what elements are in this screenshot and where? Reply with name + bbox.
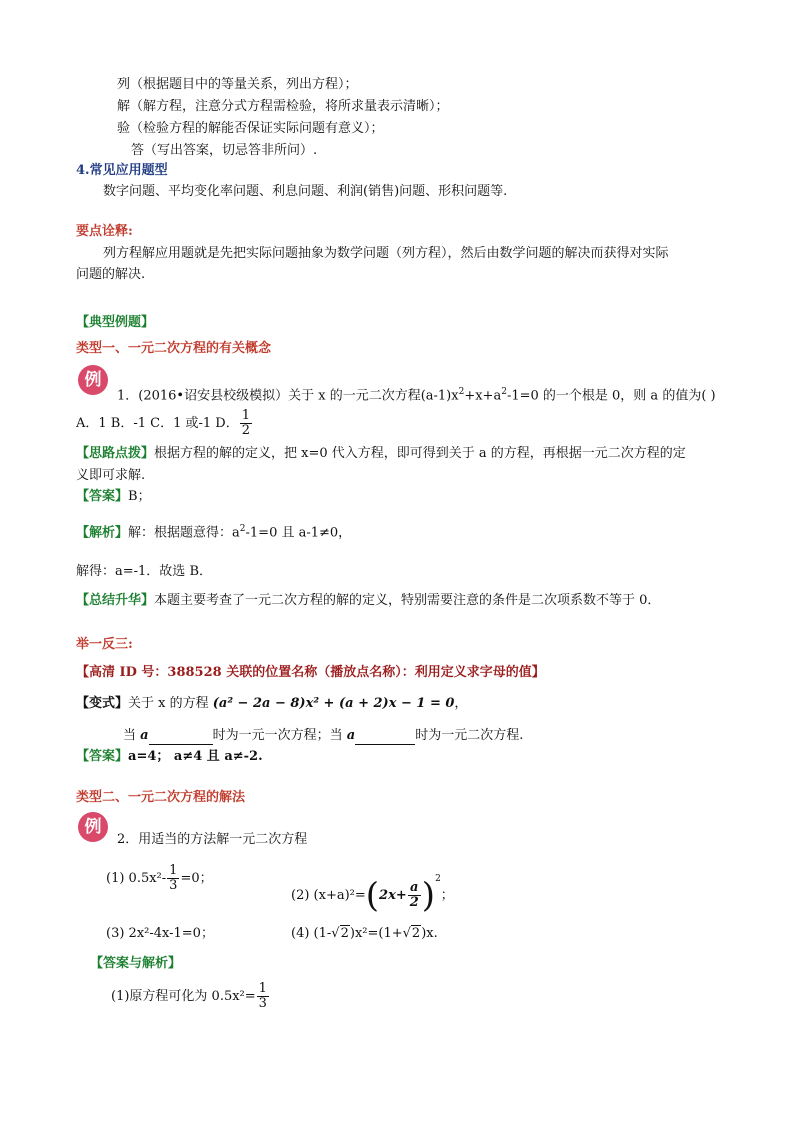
key-points-title: 要点诠释: [76, 224, 133, 239]
type1-analysis [76, 520, 351, 542]
frac-den: 2 [409, 895, 419, 910]
analysis-text-b: -1=0 且 a-1≠0， [245, 525, 352, 541]
p4-text-b: )x²=(1+ [349, 926, 403, 941]
problem-3: (3) 2x²-4x-1=0； [106, 926, 214, 941]
hint-label: 【思路点拨】 [76, 446, 155, 461]
blank-text-1: 当 [123, 728, 137, 743]
frac-num: a [408, 881, 421, 896]
hint-line-1 [76, 445, 686, 463]
p1-text-b: =0； [180, 871, 213, 886]
step-3: 验（检验方程的解能否保证实际问题有意义）； [117, 121, 384, 136]
p2-text-b: ； [440, 888, 454, 903]
section-4-title: 4.常见应用题型 [76, 163, 168, 178]
section-4-body: 数字问题、平均变化率问题、利息问题、利润(销售)问题、形积问题等. [103, 184, 508, 199]
step-list [117, 76, 449, 160]
sqrt-radicand: 2 [411, 926, 421, 941]
type2-title: 类型二、一元二次方程的解法 [76, 790, 246, 805]
question-text-b: +x+a [464, 388, 502, 404]
answer-label: 【答案】 [76, 749, 129, 764]
p4-text-a: (4) (1- [291, 926, 332, 941]
solution-1 [111, 980, 270, 1014]
blank-text-3: 时为一元二次方程. [415, 728, 524, 743]
frac-num: 1 [258, 981, 267, 996]
problem-1 [106, 862, 213, 896]
problem-4: (4) (1-√2)x²=(1+√2)x. [291, 926, 438, 941]
variant-end: ， [454, 696, 468, 711]
frac-num: 1 [241, 408, 250, 423]
p4-text-c: )x. [421, 926, 438, 941]
sup-2: 2 [458, 387, 465, 397]
p1-text-a: (1) 0.5x²- [106, 871, 167, 886]
frac-den: 3 [169, 878, 178, 893]
summary-label: 【总结升华】 [76, 593, 155, 608]
option-d-fraction [240, 409, 252, 438]
variant-line [76, 695, 467, 713]
frac-num: 1 [169, 863, 178, 878]
frac-den: 3 [258, 996, 267, 1011]
frac-den: 2 [241, 423, 250, 438]
type1-options [76, 408, 253, 440]
type1-summary [76, 592, 660, 610]
question-text-c: -1=0 的一个根是 0，则 a 的值为( ) [506, 388, 716, 404]
example-badge-icon: 例 [78, 365, 108, 395]
variant-equation: (a² − 2a − 8)x² + (a + 2)x − 1 = 0 [212, 696, 455, 711]
type1-title: 类型一、一元二次方程的有关概念 [76, 341, 272, 356]
practice-id-line: 【高清 ID 号：388528 关联的位置名称（播放点名称）：利用定义求字母的值】 [76, 665, 545, 680]
problem-2: (2) (x+a)²=(2x+ $\frac{a}{2}$ )$^2$； [291, 874, 454, 916]
hint-text-1: 根据方程的解的定义，把 x=0 代入方程，即可得到关于 a 的方程，再根据一元二次方程的定 [154, 446, 686, 461]
sup-2: 2 [501, 387, 507, 397]
var-a: a [140, 728, 149, 743]
summary-text: 本题主要考查了一元二次方程的解的定义，特别需要注意的条件是二次项系数不等于 0． [154, 593, 661, 608]
analysis-label: 【解析】 [76, 525, 129, 541]
p2-inner: 2x+ [379, 888, 407, 903]
examples-heading: 【典型例题】 [76, 315, 155, 330]
practice-title: 举一反三: [76, 637, 133, 652]
answer-text: a=4； a≠4 且 a≠-2. [128, 749, 263, 764]
type1-answer [76, 488, 151, 506]
variant-text: 关于 x 的方程 [128, 696, 209, 711]
blank-text-2: 时为一元一次方程；当 [212, 728, 343, 743]
type1-question [117, 383, 716, 405]
p2-text-a: (2) (x+a)²= [291, 888, 366, 903]
sqrt-radicand: 2 [340, 926, 349, 941]
answer-text: B； [128, 489, 151, 504]
variant-label: 【变式】 [76, 696, 129, 711]
analysis-text-a: 解：根据题意得：a [128, 525, 240, 541]
var-a: a [346, 728, 356, 743]
p2-fraction [408, 881, 421, 910]
hint-line-2: 义即可求解. [76, 468, 146, 483]
sol1-text: (1)原方程可化为 0.5x²= [111, 989, 256, 1004]
answer-label: 【答案】 [76, 489, 129, 504]
step-2: 解（解方程，注意分式方程需检验，将所求量表示清晰）； [117, 99, 449, 114]
key-points-line-1: 列方程解应用题就是先把实际问题抽象为数学问题（列方程），然后由数学问题的解决而获得对实际 [103, 246, 669, 261]
answer-analysis-label: 【答案与解析】 [90, 956, 182, 971]
options-text: A．1 B．-1 C．1 或-1 D． [76, 416, 239, 431]
type2-question: 2．用适当的方法解一元二次方程 [117, 832, 308, 847]
answer-blank-2[interactable] [355, 726, 415, 745]
step-4: 答（写出答案，切忌答非所问）. [131, 143, 318, 158]
practice-answer [76, 748, 263, 766]
key-points-line-2: 问题的解决. [76, 267, 146, 282]
type1-solve: 解得：a=-1．故选 B． [76, 564, 212, 579]
example-badge-icon: 例 [78, 812, 108, 842]
p1-fraction [167, 864, 179, 893]
step-1: 列（根据题目中的等量关系，列出方程）； [117, 77, 358, 92]
answer-blank-1[interactable] [149, 726, 213, 745]
sol1-fraction [257, 982, 269, 1011]
sup-2: 2 [239, 524, 246, 534]
question-text-a: 1．(2016•诏安县校级模拟）关于 x 的一元二次方程(a-1)x [117, 388, 459, 404]
variant-blanks [123, 726, 523, 745]
